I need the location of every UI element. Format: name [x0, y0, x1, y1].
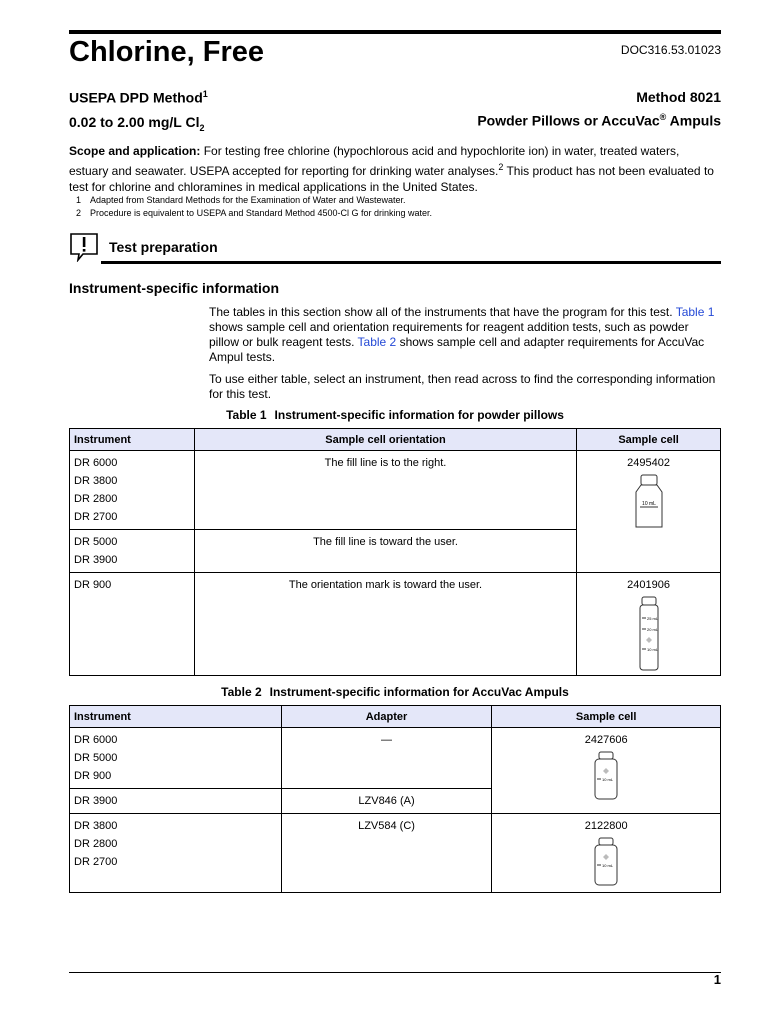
sample-cell: 2122800 10 mL: [492, 814, 721, 893]
svg-text:25 mL: 25 mL: [646, 616, 658, 621]
document-id: DOC316.53.01023: [620, 43, 721, 57]
instrument-cell: DR 3800 DR 2800 DR 2700: [70, 814, 282, 893]
instrument-cell: DR 900: [70, 573, 195, 676]
adapter-cell: LZV846 (A): [281, 789, 492, 814]
accuvac-ampul-icon: [592, 837, 620, 887]
column-header: Instrument: [70, 429, 195, 451]
page-number: 1: [713, 972, 721, 987]
instrument-cell: DR 3900: [70, 789, 282, 814]
column-header: Sample cell: [577, 429, 721, 451]
scope-paragraph: Scope and application: For testing free chlorine (hypochlorous acid and hypochlorite ion) in water, treated waters, estuary and seawater. USEPA accepted for reporting for drinking water analyses.$^2$ This product has not been evaluated to test for chlorine and chloramines in medical applications in the United States.: [69, 144, 714, 194]
svg-text:20 mL: 20 mL: [646, 627, 658, 632]
caution-note-icon: [69, 232, 99, 262]
section-rule: [101, 261, 721, 264]
sample-cell-bottle-icon: [632, 474, 666, 530]
orientation-cell: The fill line is toward the user.: [194, 530, 576, 573]
adapter-cell: LZV584 (C): [281, 814, 492, 893]
table-1-caption: Table 1 Instrument-specific information for powder pillows: [226, 408, 564, 422]
table-1: [69, 428, 721, 676]
svg-text:10 mL: 10 mL: [646, 647, 658, 652]
column-header: Adapter: [281, 706, 492, 728]
measurement-range: 0.02 to 2.00 mg/L $Cl_2$: [69, 114, 205, 133]
sample-cell: 2495402 10 mL: [577, 451, 721, 573]
footnote-2: 2 Procedure is equivalent to USEPA and Standard Method 4500-Cl G for drinking water.: [76, 208, 433, 218]
footer-rule: [69, 972, 721, 973]
instrument-cell: DR 6000 DR 5000 DR 900: [70, 728, 282, 789]
method-name: USEPA DPD Method$^1$: [69, 89, 208, 106]
subsection-title: Instrument-specific information: [69, 280, 280, 296]
instructions-paragraph: To use either table, select an instrument, then read across to find the corresponding information for this test.: [209, 372, 716, 401]
instrument-cell: DR 5000 DR 3900: [70, 530, 195, 573]
column-header: Sample cell orientation: [194, 429, 576, 451]
section-title: Test preparation: [109, 239, 218, 255]
sample-cell: 2427606 10 mL: [492, 728, 721, 814]
column-header: Instrument: [70, 706, 282, 728]
svg-text:10 mL: 10 mL: [641, 501, 656, 507]
table-2: [69, 705, 721, 893]
accuvac-ampul-icon: [592, 751, 620, 801]
page-title: Chlorine, Free: [69, 36, 264, 68]
reagent-format: Powder Pillows or AccuVac® Ampuls: [477, 112, 721, 129]
top-rule: [69, 30, 721, 34]
orientation-cell: The orientation mark is toward the user.: [194, 573, 576, 676]
intro-paragraph: The tables in this section show all of the instruments that have the program for this test. Table 1 shows sample cell and orientation requirements for reagent addition tests, such as powder pillow or bulk reagent tests. Table 2 shows sample cell and adapter requirements for AccuVac Ampul tests.: [209, 305, 715, 364]
footnote-1: 1 Adapted from Standard Methods for the Examination of Water and Wastewater.: [76, 195, 406, 205]
sample-cell: 2401906 25 mL 20 mL 10 mL: [577, 573, 721, 676]
svg-text:10 mL: 10 mL: [602, 777, 614, 782]
method-number: Method 8021: [636, 89, 721, 105]
table-2-caption: Table 2 Instrument-specific information for AccuVac Ampuls: [221, 685, 569, 699]
sample-cell-vial-icon: [634, 596, 664, 672]
column-header: Sample cell: [492, 706, 721, 728]
table-2-link[interactable]: Table 2: [357, 335, 397, 349]
orientation-cell: The fill line is to the right.: [194, 451, 576, 530]
adapter-cell: —: [281, 728, 492, 789]
svg-text:10 mL: 10 mL: [602, 863, 614, 868]
table-1-link[interactable]: Table 1: [675, 305, 715, 319]
instrument-cell: DR 6000 DR 3800 DR 2800 DR 2700: [70, 451, 195, 530]
